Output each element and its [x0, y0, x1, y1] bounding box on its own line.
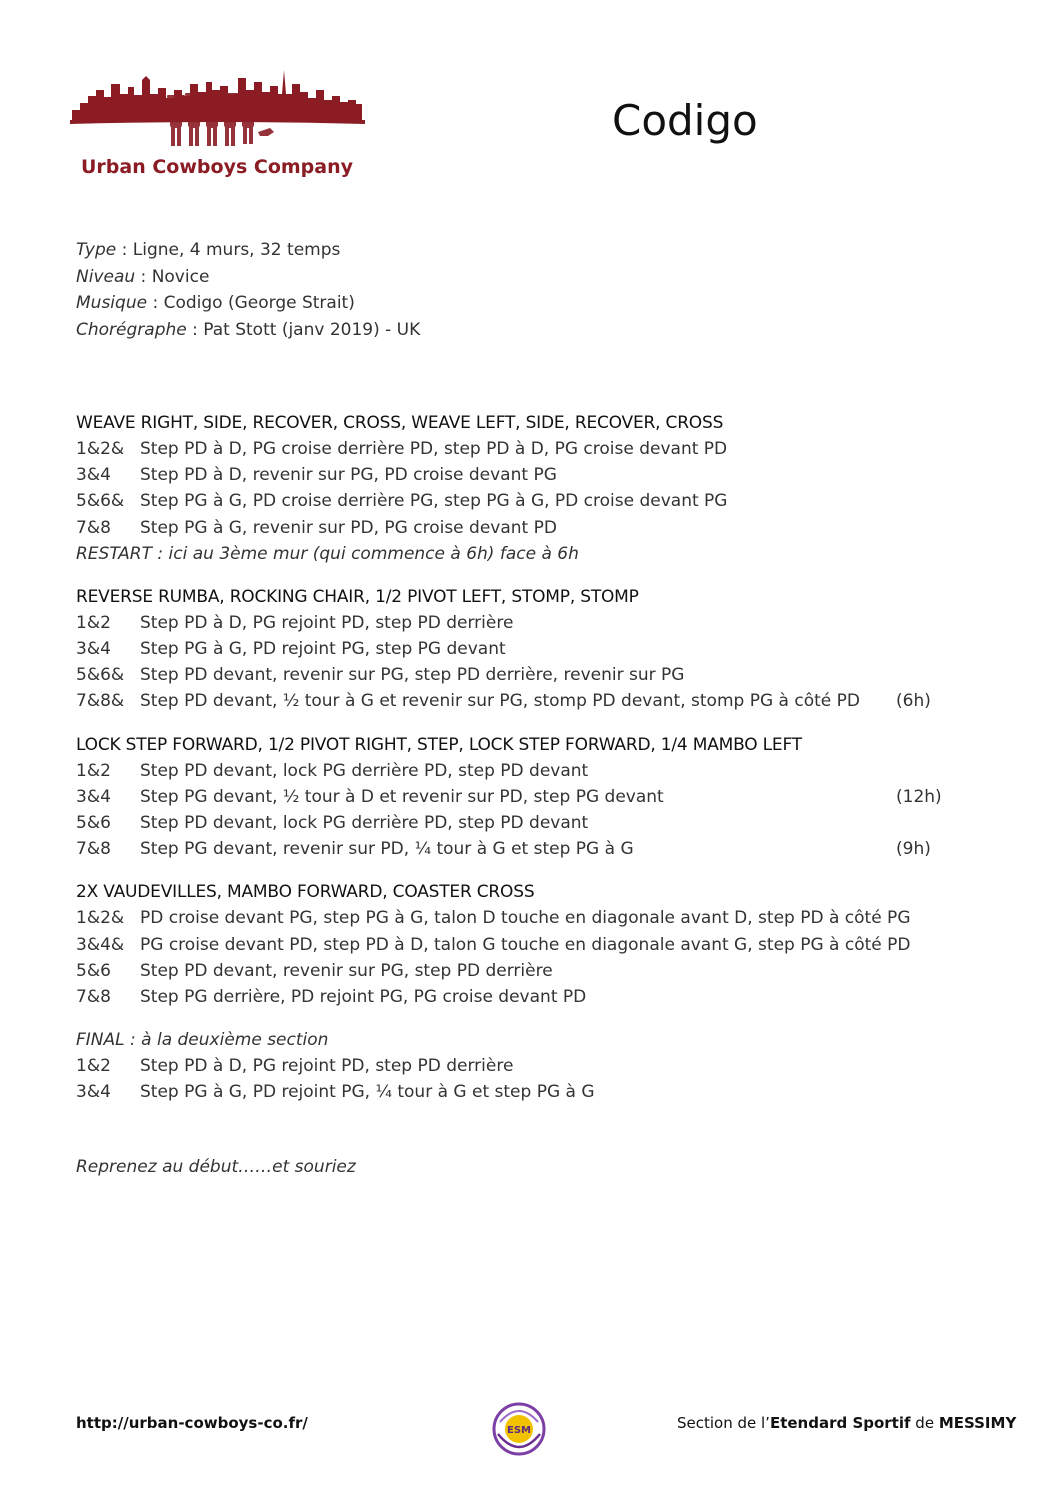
step-count: 5&6& — [76, 665, 125, 686]
step-description: Step PG à G, PD croise derrière PG, step PG à G, PD croise devant PG — [140, 491, 728, 512]
esm-badge — [492, 1402, 546, 1456]
section-title: LOCK STEP FORWARD, 1/2 PIVOT RIGHT, STEP, LOCK STEP FORWARD, 1/4 MAMBO LEFT — [76, 734, 802, 755]
step-count: 7&8 — [76, 987, 111, 1008]
wall-direction — [896, 488, 976, 514]
step-row — [76, 462, 976, 488]
company-logo — [70, 70, 365, 185]
step-description: Step PG à G, PD rejoint PG, step PG devant — [140, 639, 506, 660]
footer-bold-2: MESSIMY — [938, 1414, 1017, 1432]
step-description: Step PD devant, ½ tour à G et revenir sur PG, stomp PD devant, stomp PG à côté PD — [140, 691, 860, 712]
step-row — [76, 958, 976, 984]
section-title: 2X VAUDEVILLES, MAMBO FORWARD, COASTER CROSS — [76, 882, 535, 903]
step-row — [76, 488, 976, 514]
step-count: 3&4 — [76, 786, 111, 807]
section-3 — [76, 732, 976, 863]
step-count: 3&4 — [76, 1082, 111, 1103]
step-description: PG croise devant PD, step PD à D, talon G touche en diagonale avant G, step PG à côté PD — [140, 934, 911, 955]
step-count: 1&2 — [76, 760, 111, 781]
wall-direction — [911, 932, 991, 958]
level-line — [76, 264, 420, 291]
wall-direction — [896, 462, 976, 488]
step-description: Step PG devant, ½ tour à D et revenir sur PD, step PG devant — [140, 786, 664, 807]
footer-middle: de — [910, 1414, 939, 1432]
section-4 — [76, 879, 976, 1010]
step-row — [76, 1053, 976, 1079]
closing-note: Reprenez au début……et souriez — [76, 1157, 356, 1177]
wall-direction — [896, 636, 976, 662]
step-description: Step PD à D, revenir sur PG, PD croise devant PG — [140, 465, 557, 486]
step-description: Step PG à G, PD rejoint PG, ¼ tour à G et step PG à G — [140, 1082, 595, 1103]
step-count: 1&2 — [76, 1056, 111, 1077]
step-row — [76, 784, 976, 810]
wall-direction — [911, 905, 991, 931]
level-label: Niveau — [76, 266, 136, 287]
dance-info — [76, 237, 420, 343]
step-description: Step PG devant, revenir sur PD, ¼ tour à G et step PG à G — [140, 839, 634, 860]
section-title: WEAVE RIGHT, SIDE, RECOVER, CROSS, WEAVE LEFT, SIDE, RECOVER, CROSS — [76, 413, 724, 433]
footer-association — [677, 1414, 1016, 1432]
music-label: Musique — [76, 293, 148, 313]
page-title: Codigo — [612, 96, 758, 145]
section-2 — [76, 584, 976, 715]
step-row — [76, 688, 976, 714]
choreographer-value: : Pat Stott (janv 2019) - UK — [186, 319, 421, 340]
step-count: 5&6 — [76, 960, 111, 981]
step-count: 3&4 — [76, 639, 111, 660]
step-count: 5&6 — [76, 813, 111, 834]
final-section — [76, 1027, 976, 1105]
section-title: REVERSE RUMBA, ROCKING CHAIR, 1/2 PIVOT LEFT, STOMP, STOMP — [76, 586, 639, 607]
choreographer-line — [76, 317, 420, 344]
step-description: Step PD à D, PG rejoint PD, step PD derrière — [140, 1056, 514, 1077]
wall-direction — [896, 758, 976, 784]
step-description: Step PG derrière, PD rejoint PG, PG croise devant PD — [140, 987, 587, 1008]
step-description: PD croise devant PG, step PG à G, talon D touche en diagonale avant D, step PD à côté PG — [140, 908, 911, 929]
type-line — [76, 237, 420, 264]
step-row — [76, 610, 976, 636]
level-value: : Novice — [135, 266, 210, 287]
step-count: 5&6& — [76, 491, 125, 512]
wall-direction — [896, 436, 976, 462]
step-description: Step PD à D, PG rejoint PD, step PD derrière — [140, 612, 514, 633]
step-sheet — [76, 410, 976, 1123]
step-description: Step PG à G, revenir sur PD, PG croise devant PD — [140, 517, 557, 538]
restart-note: RESTART : ici au 3ème mur (qui commence à 6h) face à 6h — [76, 543, 579, 564]
step-description: Step PD devant, lock PG derrière PD, step PD devant — [140, 813, 589, 834]
music-value: : Codigo (George Strait) — [147, 293, 355, 313]
step-description: Step PD devant, revenir sur PG, step PD derrière, revenir sur PG — [140, 665, 685, 686]
music-line — [76, 290, 420, 317]
step-count: 1&2& — [76, 908, 125, 929]
type-value: : Ligne, 4 murs, 32 temps — [116, 240, 341, 260]
footer-prefix: Section de l’ — [677, 1414, 770, 1432]
step-row — [76, 984, 976, 1010]
footer-url-link[interactable]: http://urban-cowboys-co.fr/ — [76, 1414, 308, 1432]
section-1 — [76, 410, 976, 567]
step-row — [76, 932, 976, 958]
step-row — [76, 636, 976, 662]
wall-direction: (12h) — [896, 786, 942, 807]
step-description: Step PD à D, PG croise derrière PD, step PD à D, PG croise devant PD — [140, 439, 728, 459]
step-row — [76, 436, 976, 462]
step-count: 7&8 — [76, 839, 111, 860]
step-description: Step PD devant, revenir sur PG, step PD derrière — [140, 960, 553, 981]
step-row — [76, 1079, 976, 1105]
wall-direction — [896, 515, 976, 541]
step-count: 3&4 — [76, 465, 111, 486]
step-row — [76, 758, 976, 784]
step-description: Step PD devant, lock PG derrière PD, step PD devant — [140, 760, 589, 781]
step-count: 7&8 — [76, 517, 111, 538]
skyline-cowboys-icon — [70, 70, 365, 154]
step-row — [76, 662, 976, 688]
step-row — [76, 515, 976, 541]
step-row — [76, 836, 976, 862]
step-count: 7&8& — [76, 691, 125, 712]
wall-direction: (6h) — [896, 691, 931, 712]
wall-direction — [896, 662, 976, 688]
choreographer-label: Chorégraphe — [76, 319, 187, 340]
company-name: Urban Cowboys Company — [81, 156, 354, 178]
esm-logo-icon — [492, 1402, 546, 1456]
type-label: Type — [76, 240, 117, 260]
wall-direction — [896, 610, 976, 636]
step-row — [76, 905, 976, 931]
wall-direction: (9h) — [896, 839, 931, 860]
step-count: 1&2& — [76, 439, 125, 459]
final-note: FINAL : à la deuxième section — [76, 1030, 329, 1051]
wall-direction — [896, 810, 976, 836]
step-count: 3&4& — [76, 934, 125, 955]
footer-bold-1: Etendard Sportif — [769, 1414, 911, 1432]
wall-direction — [896, 958, 976, 984]
step-row — [76, 810, 976, 836]
wall-direction — [896, 984, 976, 1010]
step-count: 1&2 — [76, 612, 111, 633]
badge-text: ESM — [507, 1425, 531, 1436]
